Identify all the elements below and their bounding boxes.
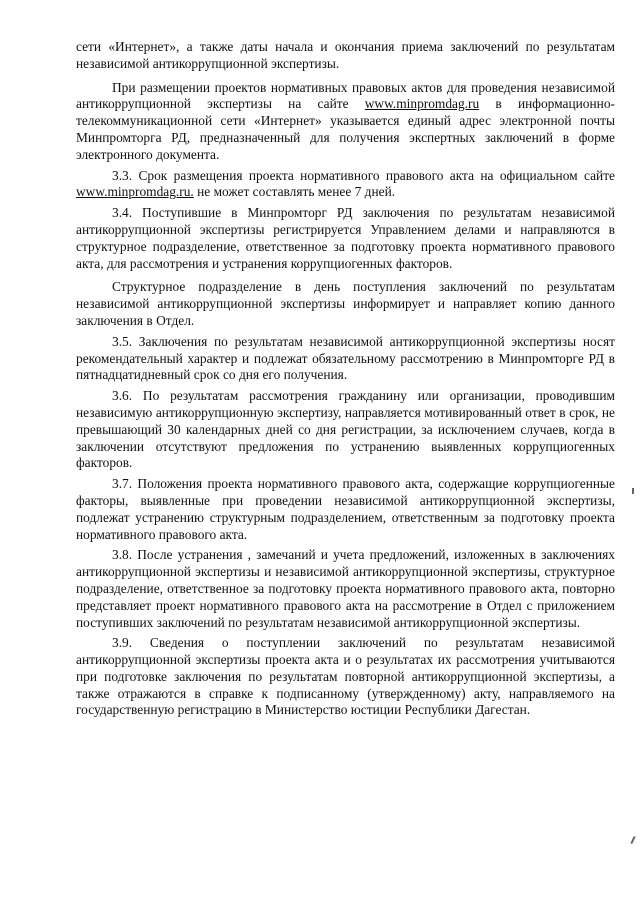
scan-edge-mark	[630, 836, 635, 844]
paragraph-structural-division: Структурное подразделение в день поступления заключений по результатам независимой антикоррупционной экспертизы информирует и направляет копию данного заключения в Отдел.	[76, 279, 615, 328]
paragraph-website-email	[76, 80, 615, 164]
scan-edge-mark	[632, 488, 634, 494]
paragraph-text: При размещении проектов нормативных правовых актов для проведения независимой антикоррупционной экспертизы на сайте	[76, 79, 615, 112]
paragraph-3-3	[76, 168, 615, 202]
website-link[interactable]: www.minpromdag.ru.	[76, 184, 194, 200]
paragraph-continuation: сети «Интернет», а также даты начала и окончания приема заключений по результатам независимой антикоррупционной экспертизы.	[76, 39, 615, 71]
paragraph-text: 3.3. Срок размещения проекта нормативного правового акта на официальном сайте	[112, 167, 615, 183]
paragraph-3-5: 3.5. Заключения по результатам независимой антикоррупционной экспертизы носят рекомендательный характер и подлежат обязательному рассмотрению в Минпромторге РД в пятнадцатидневный срок со дня его получения.	[76, 333, 615, 383]
paragraph-3-4: 3.4. Поступившие в Минпромторг РД заключения по результатам независимой антикоррупционной экспертизы регистрируется Управлением делами и направляются в структурное подразделение, ответственное за подготовку проекта нормативного правового акта, для рассмотрения и устранения коррупциогенных факторов.	[76, 205, 615, 271]
paragraph-text: в информационно-телекоммуникационной сети «Интернет» указывается единый адрес электронной почты Минпромторга РД, предназначенный для получения экспертных заключений в форме электронного документа.	[76, 96, 615, 162]
paragraph-3-8: 3.8. После устранения , замечаний и учета предложений, изложенных в заключениях антикоррупционной экспертизы и независимой антикоррупционной экспертизы, структурное подразделение, ответственное за подготовку проекта нормативного правового акта, повторно представляет проект нормативного правового акта на рассмотрение в Отдел с приложением поступивших заключений по результатам независимой антикоррупционной экспертизы.	[76, 547, 615, 630]
website-link[interactable]: www.minpromdag.ru	[364, 96, 480, 112]
paragraph-3-6: 3.6. По результатам рассмотрения гражданину или организации, проводившим независимую антикоррупционную экспертизу, направляется мотивированный ответ в срок, не превышающий 30 календарных дней со дня регистрации, за исключением случаев, когда в заключении отсутствуют предложения по устранению выявленных коррупциогенных факторов.	[76, 388, 615, 471]
paragraph-3-7: 3.7. Положения проекта нормативного правового акта, содержащие коррупциогенные факторы, выявленные при проведении независимой антикоррупционной экспертизы, подлежат устранению структурным подразделением, ответственным за подготовку проекта нормативного правового акта.	[76, 476, 615, 542]
paragraph-text: не может составлять менее 7 дней.	[193, 184, 396, 200]
paragraph-3-9: 3.9. Сведения о поступлении заключений по результатам независимой антикоррупционной экспертизы проекта акта и о результатах их рассмотрения учитываются при подготовке заключения по результатам повторной антикоррупционной экспертизы, а также отражаются в справке к подписанному (утвержденному) акту, направляемого на государственную регистрацию в Министерство юстиции Республики Дагестан.	[76, 635, 615, 718]
